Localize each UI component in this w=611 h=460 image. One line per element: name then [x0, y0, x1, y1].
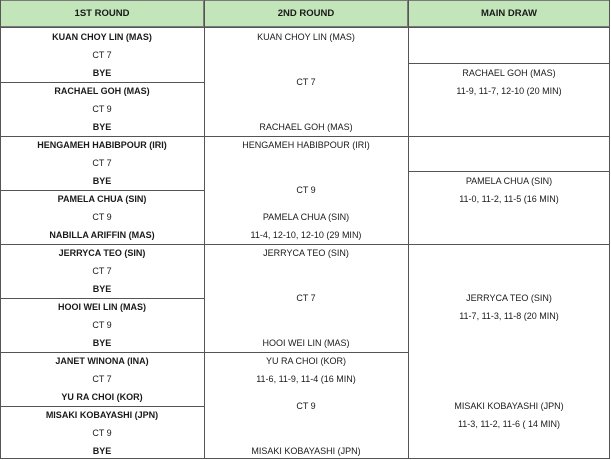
r1-player: BYE — [92, 446, 112, 456]
header-1st-round: 1ST ROUND — [0, 0, 204, 27]
header-main-draw: MAIN DRAW — [408, 0, 610, 27]
grid-line — [408, 171, 610, 172]
grid-line — [0, 406, 204, 407]
grid-line — [609, 0, 610, 459]
main-winner: MISAKI KOBAYASHI (JPN) — [454, 401, 564, 411]
r2-court-label: CT 9 — [296, 401, 316, 411]
r1-court-label: CT 9 — [92, 104, 112, 114]
r2-player: HOOI WEI LIN (MAS) — [262, 338, 350, 348]
grid-line — [408, 27, 610, 28]
r1-player: BYE — [92, 284, 112, 294]
r2-player: RACHAEL GOH (MAS) — [259, 122, 353, 132]
main-score: 11-3, 11-2, 11-6 ( 14 MIN) — [457, 419, 561, 429]
r1-player: JANET WINONA (INA) — [55, 356, 149, 366]
r1-court-label: CT 9 — [92, 428, 112, 438]
r1-player: PAMELA CHUA (SIN) — [57, 194, 147, 204]
r2-player: YU RA CHOI (KOR) — [265, 356, 346, 366]
r1-court-label: CT 7 — [92, 374, 112, 384]
r1-player: BYE — [92, 338, 112, 348]
r1-player: JERRYCA TEO (SIN) — [58, 248, 146, 258]
grid-line — [0, 352, 408, 353]
r2-court-label: CT 9 — [296, 185, 316, 195]
r2-player: PAMELA CHUA (SIN) — [262, 212, 350, 222]
r1-player: YU RA CHOI (KOR) — [61, 392, 143, 402]
r2-player: KUAN CHOY LIN (MAS) — [257, 32, 355, 42]
grid-line — [0, 27, 408, 28]
r1-player: HOOI WEI LIN (MAS) — [58, 302, 146, 312]
main-score: 11-7, 11-3, 11-8 (20 MIN) — [459, 311, 559, 321]
r1-player: BYE — [92, 122, 112, 132]
r1-player: RACHAEL GOH (MAS) — [54, 86, 150, 96]
grid-line — [0, 136, 408, 137]
r1-court-label: CT 9 — [92, 212, 112, 222]
r1-court-label: CT 7 — [92, 266, 112, 276]
grid-line — [0, 0, 1, 459]
grid-line — [204, 0, 205, 459]
r1-player: BYE — [92, 68, 112, 78]
r2-player: JERRYCA TEO (SIN) — [263, 248, 349, 258]
grid-line — [408, 244, 610, 245]
r1-player: NABILLA ARIFFIN (MAS) — [49, 230, 155, 240]
main-score: 11-0, 11-2, 11-5 (16 MIN) — [459, 194, 559, 204]
grid-line — [408, 63, 610, 64]
grid-line — [408, 0, 409, 459]
r2-player: MISAKI KOBAYASHI (JPN) — [251, 446, 361, 456]
r1-court-label: CT 9 — [92, 320, 112, 330]
r2-court-label: CT 7 — [296, 77, 316, 87]
main-winner: PAMELA CHUA (SIN) — [465, 176, 553, 186]
grid-line — [0, 190, 204, 191]
grid-line — [0, 298, 204, 299]
r1-player: BYE — [92, 176, 112, 186]
r2-court-label: CT 7 — [296, 293, 316, 303]
r2-player: HENGAMEH HABIBPOUR (IRI) — [242, 140, 370, 150]
r1-player: MISAKI KOBAYASHI (JPN) — [45, 410, 159, 420]
r1-court-label: CT 7 — [92, 158, 112, 168]
r1-player: HENGAMEH HABIBPOUR (IRI) — [37, 140, 167, 150]
grid-line — [0, 244, 408, 245]
r2-score: 11-4, 12-10, 12-10 (29 MIN) — [250, 230, 362, 240]
r1-court-label: CT 7 — [92, 50, 112, 60]
header-2nd-round: 2ND ROUND — [204, 0, 408, 27]
main-winner: JERRYCA TEO (SIN) — [466, 293, 552, 303]
r1-player: KUAN CHOY LIN (MAS) — [52, 32, 152, 42]
grid-line — [408, 136, 610, 137]
main-score: 11-9, 11-7, 12-10 (20 MIN) — [456, 86, 562, 96]
main-winner: RACHAEL GOH (MAS) — [462, 68, 556, 78]
grid-line — [0, 82, 204, 83]
r2-score: 11-6, 11-9, 11-4 (16 MIN) — [256, 374, 356, 384]
